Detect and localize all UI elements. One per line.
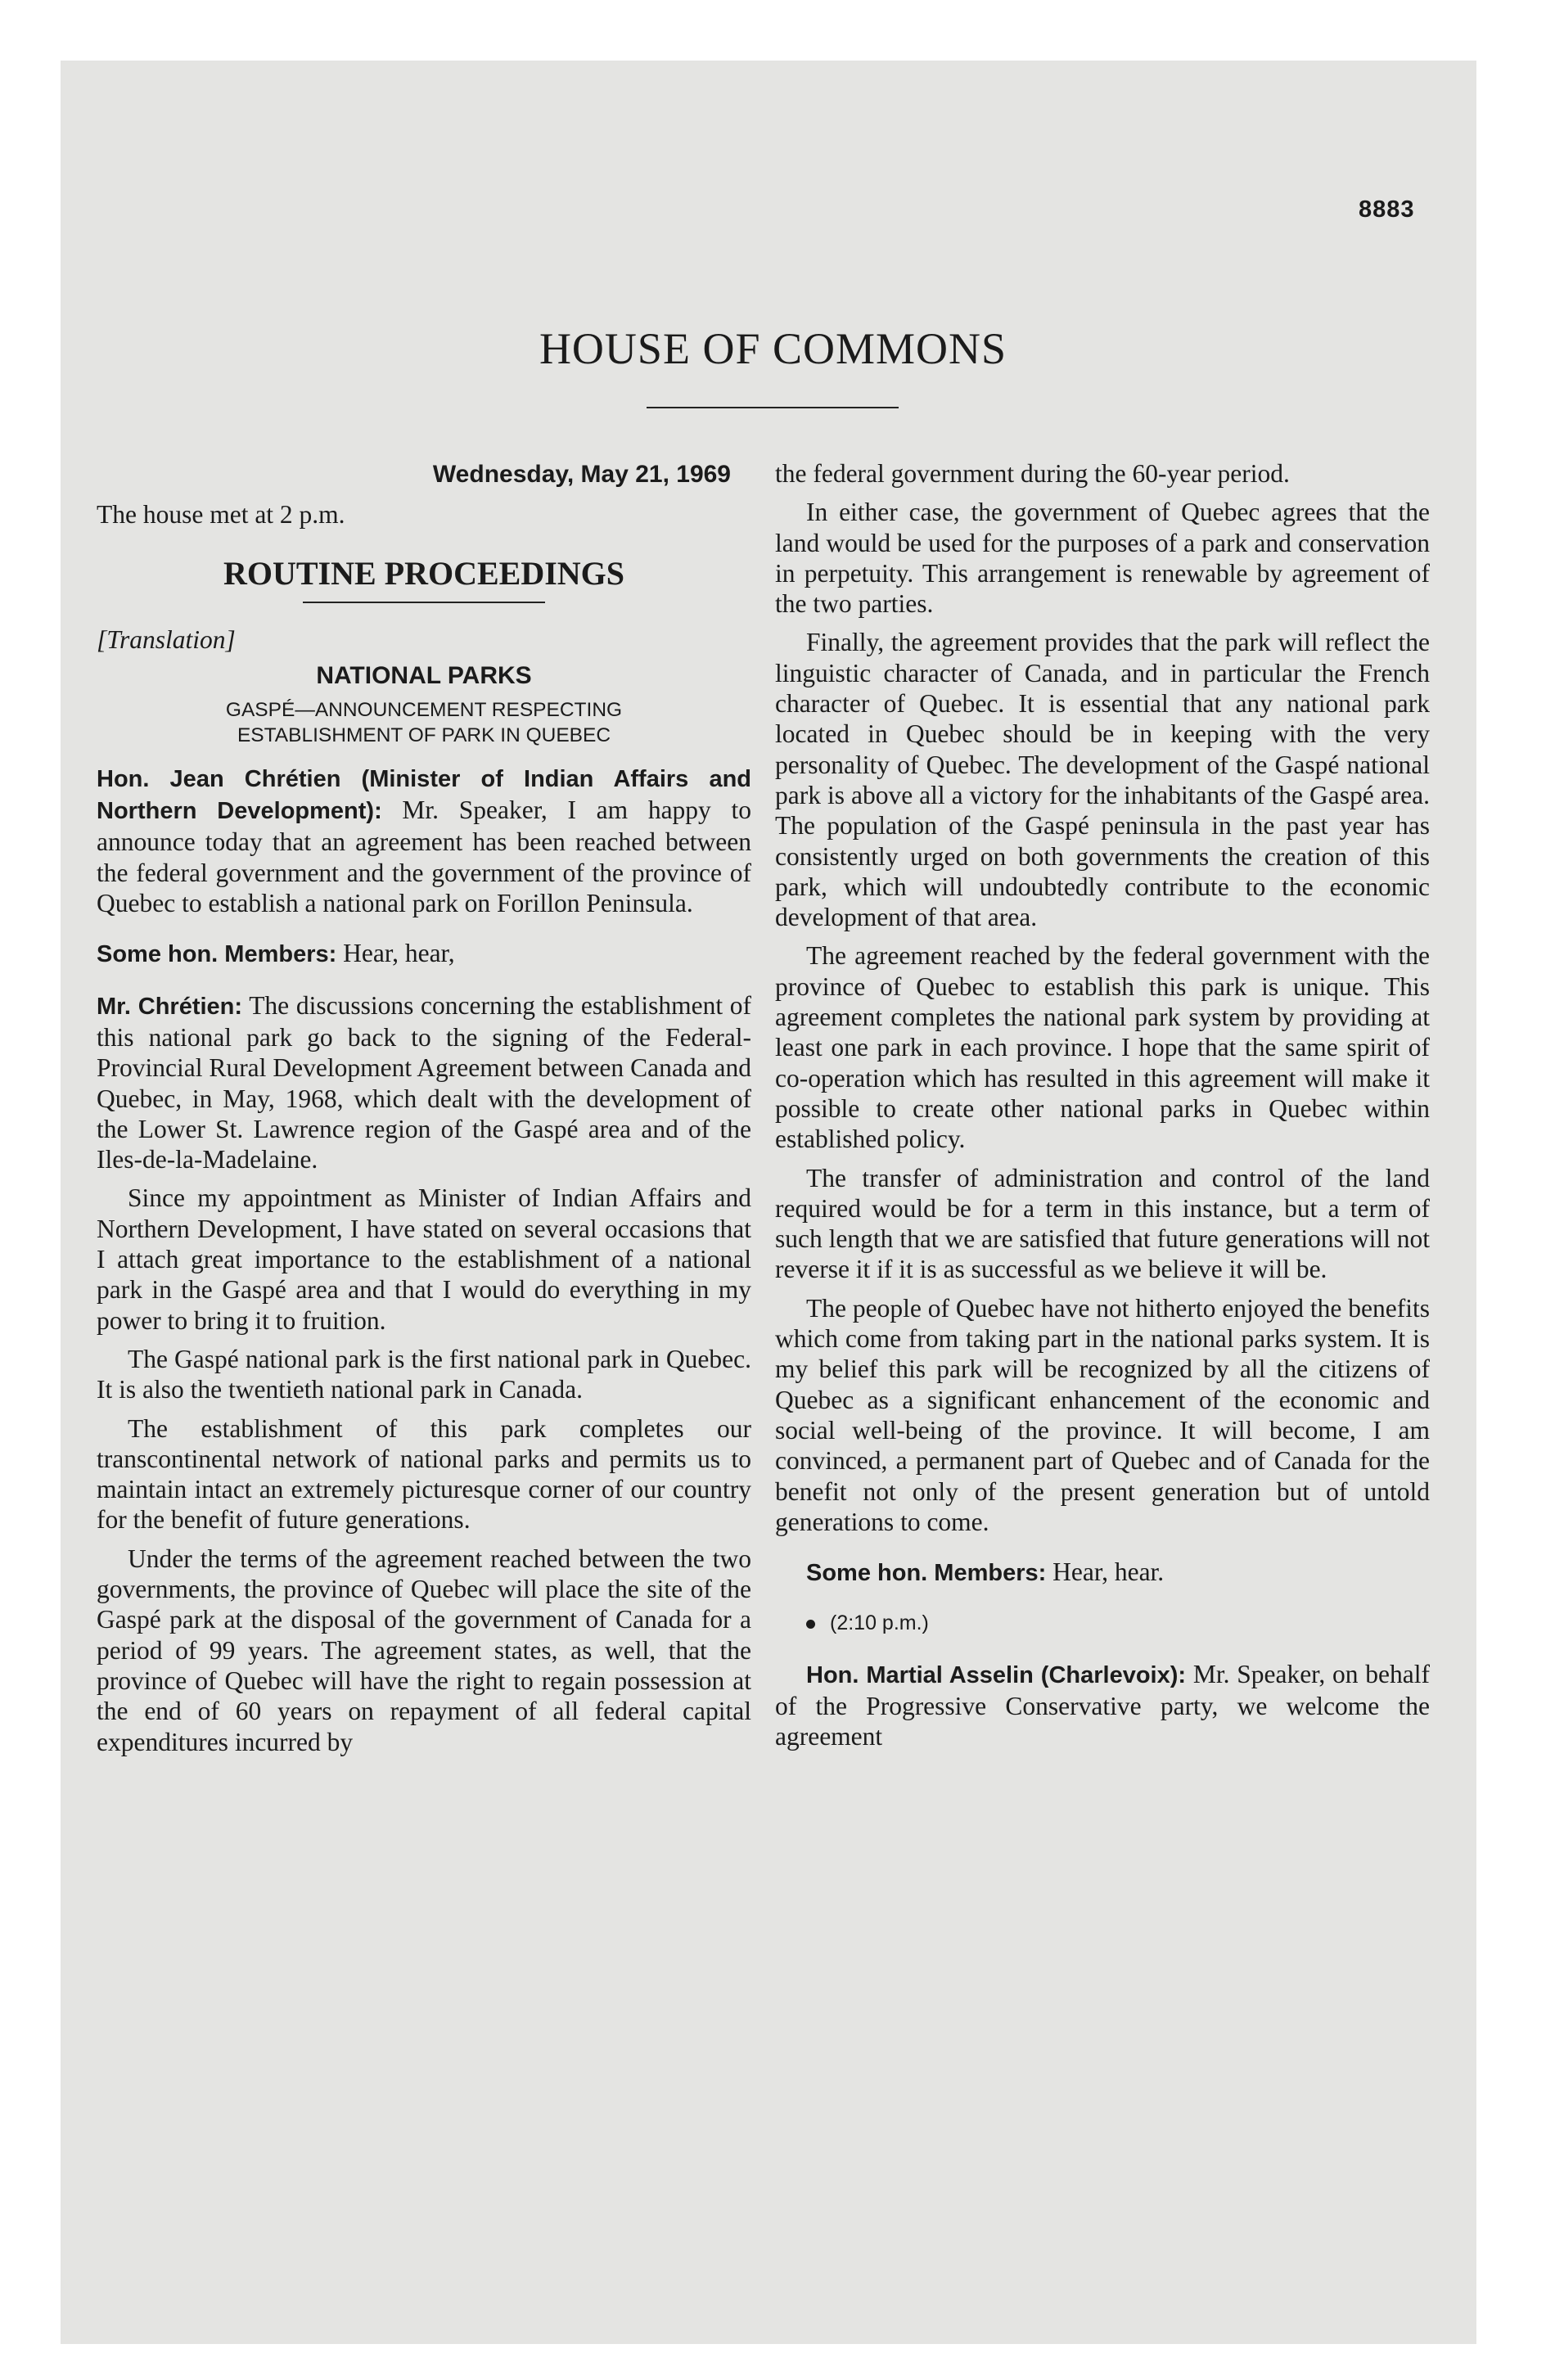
left-column	[97, 458, 751, 1757]
speech-paragraph: The establishment of this park completes our transcontinental network of national parks and permits us to maintain intact an extremely picturesque corner of our country for the benefit of future generations.	[97, 1413, 751, 1535]
subject-heading: NATIONAL PARKS	[316, 661, 532, 689]
speech-paragraph	[97, 938, 751, 970]
speech-text: Hear, hear,	[343, 939, 455, 968]
speech-paragraph: Under the terms of the agreement reached between the two governments, the province of Quebec will place the site of the Gaspé park at the disposal of the government of Canada for a period of 99 years. The agreement states, as well, that the province of Quebec will have the right to regain possession at the end of 60 years on repayment of all federal capital expenditures incurred by	[97, 1544, 751, 1756]
speech-paragraph	[775, 1557, 1430, 1589]
speech-paragraph: Finally, the agreement provides that the park will reflect the linguistic character of Canada, and in particular the French character of Quebec. It is essential that any national park located in Quebec should be in keeping with the very personality of Quebec. The development of the Gaspé national park is above all a victory for the inhabitants of the Gaspé area. The population of the Gaspé peninsula in the past year has consistently urged on both governments the creation of this park, which will undoubtedly contribute to the economic development of that area.	[775, 628, 1430, 932]
speech-paragraph: The people of Quebec have not hitherto enjoyed the benefits which come from taking part in the national parks system. It is my belief this park will be recognized by all the citizens of Quebec as a significant enhancement of the economic and social well-being of the province. It will become, I am convinced, a permanent part of Quebec and of Canada for the benefit not only of the present generation but of untold generations to come.	[775, 1293, 1430, 1536]
speech-paragraph: The Gaspé national park is the first national park in Quebec. It is also the twentieth national park in Canada.	[97, 1344, 751, 1404]
bullet-icon	[806, 1620, 815, 1629]
page-number: 8883	[1359, 196, 1415, 223]
translation-label: [Translation]	[97, 625, 236, 655]
speech-text: The discussions concerning the establishment of this national park go back to the signing of the Federal-Provincial Rural Development Agreement between Canada and Quebec, in May, 1968, which dealt with the development of the Lower St. Lawrence region of the Gaspé area and of the Iles-de-la-Madelaine.	[97, 990, 751, 1174]
house-met-line: The house met at 2 p.m.	[97, 500, 345, 529]
speech-paragraph: Since my appointment as Minister of Indian Affairs and Northern Development, I have stated on several occasions that I attach great importance to the establishment of a national park in the Gaspé area and that I would do everything in my power to bring it to fruition.	[97, 1183, 751, 1335]
sitting-date: Wednesday, May 21, 1969	[432, 461, 731, 488]
speaker-name: Mr. Chrétien:	[97, 993, 243, 1020]
speech-paragraph	[97, 763, 751, 918]
speaker-name: Some hon. Members:	[97, 941, 337, 968]
subheading-line-2: ESTABLISHMENT OF PARK IN QUEBEC	[237, 723, 611, 746]
speaker-name: Some hon. Members:	[806, 1560, 1047, 1587]
subheading	[97, 697, 751, 748]
time-text: (2:10 p.m.)	[830, 1611, 929, 1635]
speech-paragraph	[97, 990, 751, 1175]
speech-paragraph: The transfer of administration and control of the land required would be for a term in this instance, but a term of such length that we are satisfied that future generations will not reverse it if it is as successful as we believe it will be.	[775, 1163, 1430, 1284]
speech-paragraph: The agreement reached by the federal government with the province of Quebec to establish this park is unique. This agreement completes the national park system by providing at least one park in each province. I hope that the same spirit of co-operation which has resulted in this agreement will make it possible to create other national parks in Quebec within established policy.	[775, 941, 1430, 1154]
speech-text: Mr. Speaker, I am happy to announce today that an agreement has been reached between the federal government and the government of the province of Quebec to establish a national park on Forillon Peninsula.	[97, 796, 751, 918]
page-title: HOUSE OF COMMONS	[539, 324, 1007, 373]
time-mark	[775, 1608, 1430, 1639]
proceedings-rule	[303, 602, 545, 603]
speech-paragraph	[775, 1659, 1430, 1752]
proceedings-heading: ROUTINE PROCEEDINGS	[223, 555, 625, 593]
speaker-name: Hon. Jean Chrétien (Minister of Indian Affairs and Northern Development):	[97, 765, 751, 825]
speech-paragraph: In either case, the government of Quebec agrees that the land would be used for the purposes of a park and conservation in perpetuity. This arrangement is renewable by agreement of the two parties.	[775, 498, 1430, 619]
speaker-name: Hon. Martial Asselin (Charlevoix):	[806, 1661, 1187, 1688]
speech-paragraph: the federal government during the 60-year period.	[775, 459, 1290, 488]
subheading-line-1: GASPÉ—ANNOUNCEMENT RESPECTING	[225, 698, 623, 721]
right-column	[775, 458, 1430, 1752]
speech-text: Mr. Speaker, on behalf of the Progressive Conservative party, we welcome the agreement	[775, 1659, 1431, 1751]
title-rule	[647, 407, 899, 408]
speech-text: Hear, hear.	[1052, 1557, 1165, 1587]
